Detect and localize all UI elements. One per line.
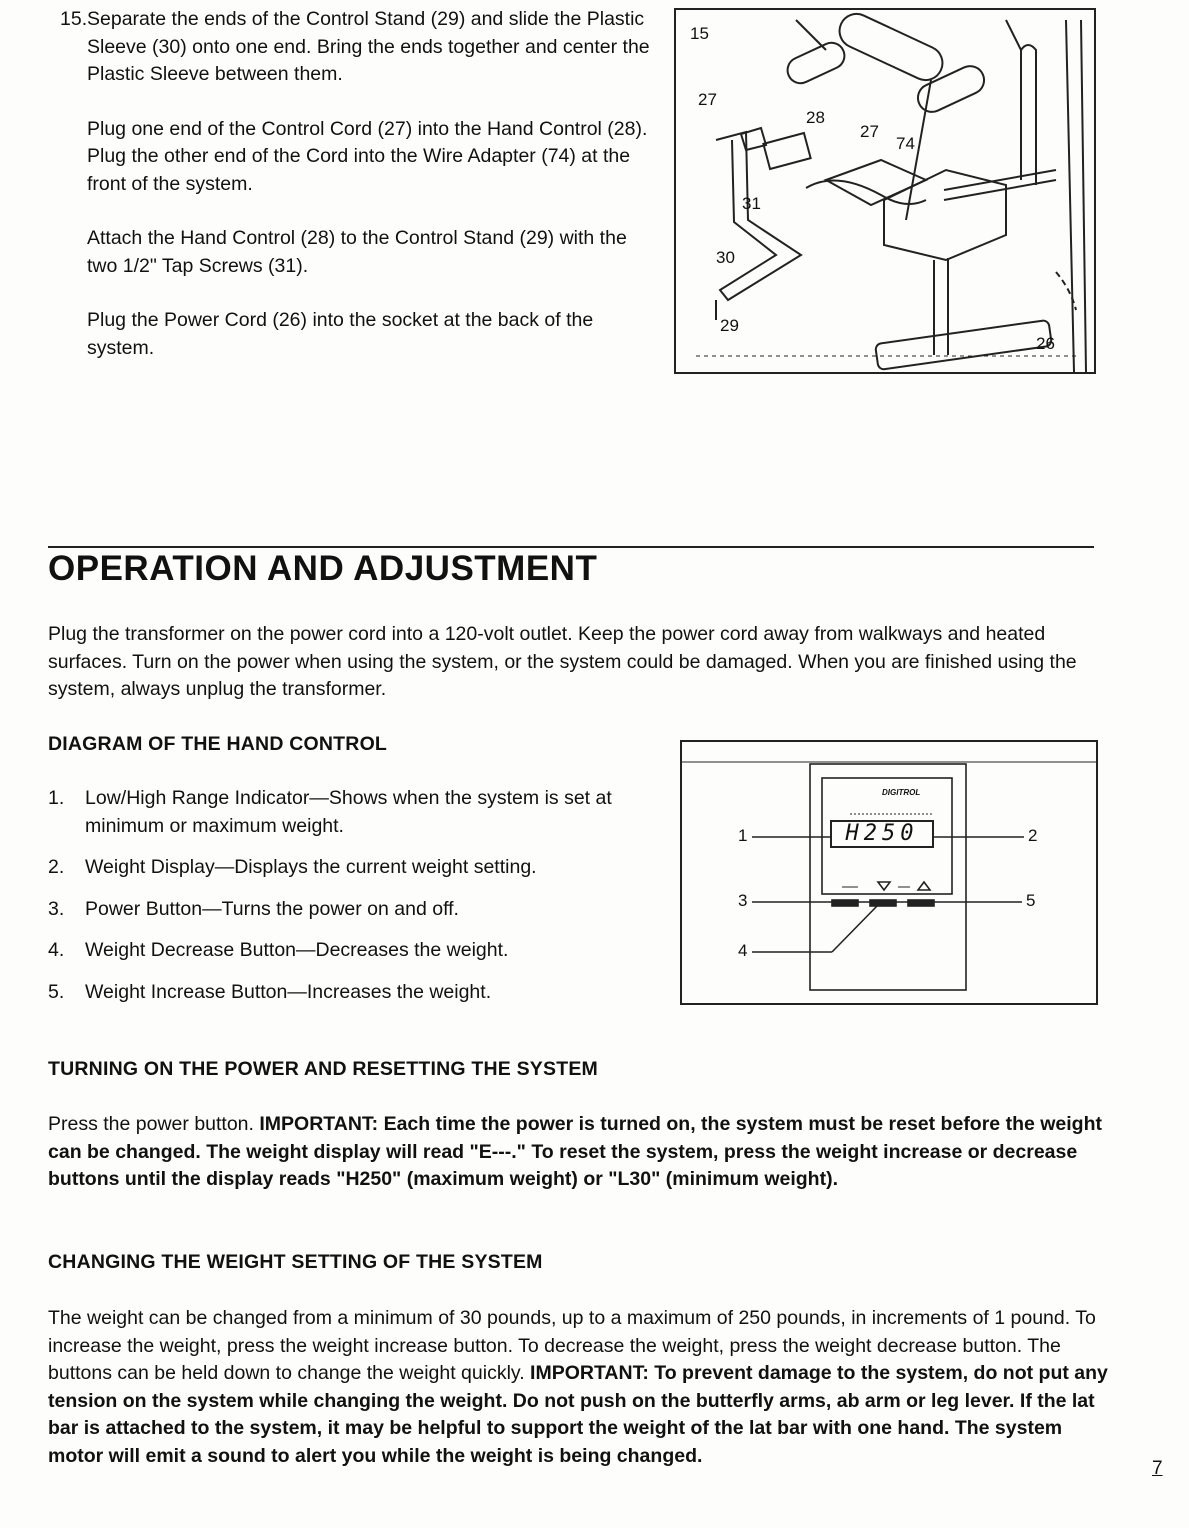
list-item: 4. Weight Decrease Button—Decreases the weight. xyxy=(48,939,509,961)
callout-label: 74 xyxy=(896,134,915,153)
list-item: 3. Power Button—Turns the power on and off. xyxy=(48,897,459,920)
callout-label: 26 xyxy=(1036,334,1055,353)
figure-step-label: 15 xyxy=(690,24,709,43)
assembly-figure xyxy=(674,8,1096,374)
section-intro: Plug the transformer on the power cord into a 120-volt outlet. Keep the power cord away from walkways and heated surfaces. Turn on the power when using the system, or the system could be damaged. When you are finished using the system, always unplug the transformer. xyxy=(48,623,1077,700)
callout-label: 31 xyxy=(742,194,761,213)
brand-logo: DIGITROL xyxy=(882,788,921,797)
step-paragraph: Plug the Power Cord (26) into the socket at the back of the system. xyxy=(87,309,594,359)
callout-label: 29 xyxy=(720,316,739,335)
hand-control-heading: DIAGRAM OF THE HAND CONTROL xyxy=(48,733,388,755)
list-item: 1. Low/High Range Indicator—Shows when the system is set at minimum or maximum weight. xyxy=(48,787,612,837)
hand-control-figure xyxy=(680,740,1098,1005)
callout-label: 27 xyxy=(860,122,879,141)
weight-paragraph: The weight can be changed from a minimum of 30 pounds, up to a maximum of 250 pounds, in increments of 1 pound. To increase the weight, press the weight increase button. To decrease the weight, press the weight decrease button. The buttons can be held down to change the weight quickly. IMPORTANT: To prevent damage to the system, do not put any tension on the system while changing the weight. Do not push on the butterfly arms, ab arm or leg lever. If the lat bar is attached to the system, it may be helpful to support the weight of the lat bar with one hand. The system motor will emit a sound to alert you while the weight is being changed. xyxy=(48,1307,1108,1467)
step-15 xyxy=(60,6,660,362)
list-item: 2. Weight Display—Displays the current weight setting. xyxy=(48,856,537,878)
callout-label: 28 xyxy=(806,108,825,127)
callout-label: 27 xyxy=(698,90,717,109)
callout-label: 3 xyxy=(738,891,748,910)
section-title: OPERATION AND ADJUSTMENT xyxy=(48,549,598,588)
callout-label: 30 xyxy=(716,248,735,267)
hand-control-illustration xyxy=(682,742,1096,1003)
step-paragraph: Attach the Hand Control (28) to the Control Stand (29) with the two 1/2" Tap Screws (31). xyxy=(87,227,627,277)
weight-heading: CHANGING THE WEIGHT SETTING OF THE SYSTEM xyxy=(48,1251,543,1273)
hand-control-list xyxy=(48,785,658,1020)
power-paragraph: Press the power button. IMPORTANT: Each time the power is turned on, the system must be reset before the weight can be changed. The weight display will read "E---." To reset the system, press the weight increase or decrease buttons until the display reads "H250" (maximum weight) or "L30" (minimum weight). xyxy=(48,1113,1102,1190)
list-item: 5. Weight Increase Button—Increases the weight. xyxy=(48,980,492,1003)
weight-display: H250 xyxy=(830,820,934,848)
step-number: 15. xyxy=(60,8,88,30)
callout-label: 1 xyxy=(738,826,748,845)
page-number: 7 xyxy=(1152,1458,1163,1479)
step-paragraph: Separate the ends of the Control Stand (29) and slide the Plastic Sleeve (30) onto one end. Bring the ends together and center the Plastic Sleeve between them. xyxy=(87,8,650,85)
callout-label: 2 xyxy=(1028,826,1038,845)
step-paragraph: Plug one end of the Control Cord (27) into the Hand Control (28). Plug the other end of the Cord into the Wire Adapter (74) at the front of the system. xyxy=(87,117,648,195)
callout-label: 4 xyxy=(738,941,748,960)
callout-label: 5 xyxy=(1026,891,1036,910)
power-heading: TURNING ON THE POWER AND RESETTING THE SYSTEM xyxy=(48,1058,598,1080)
